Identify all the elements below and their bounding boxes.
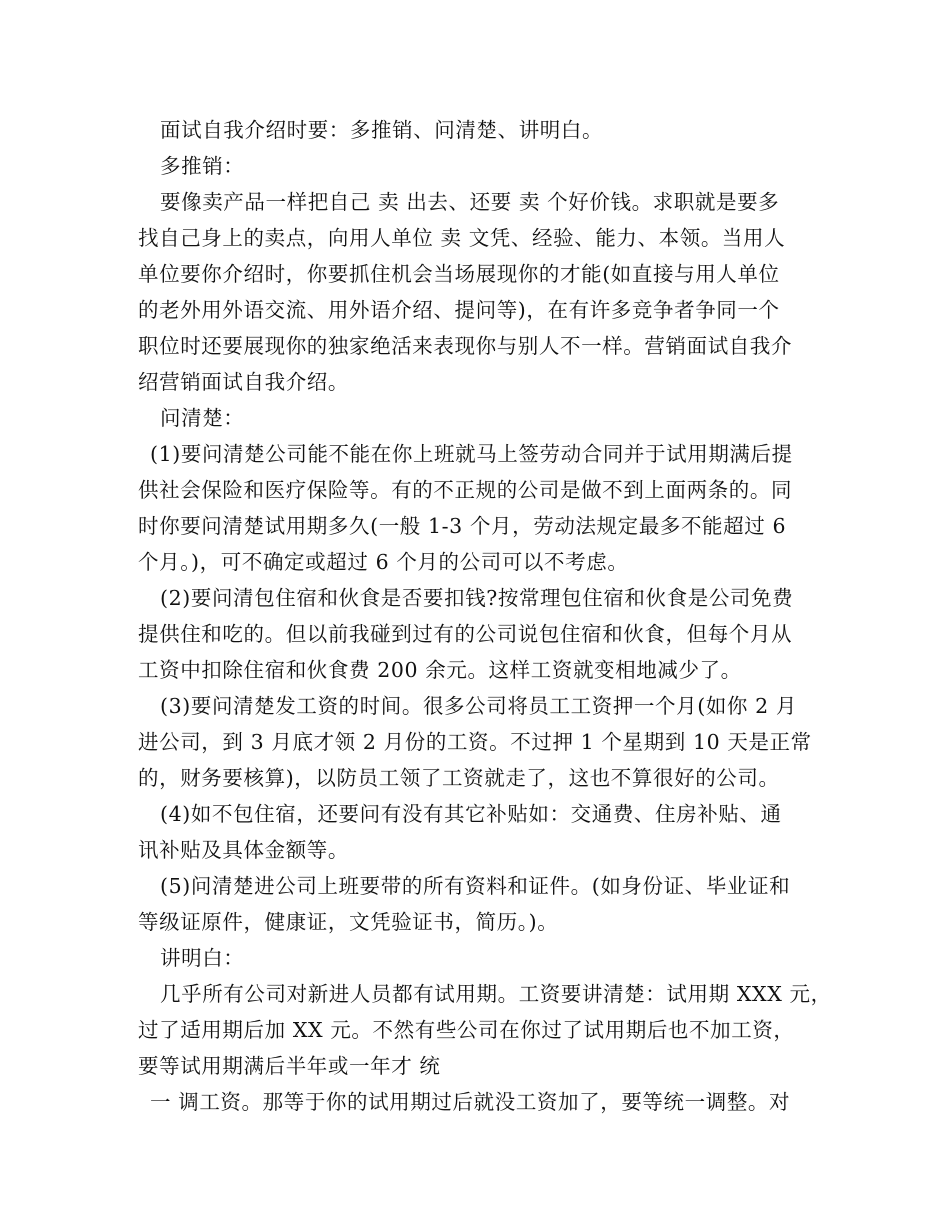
list-item-line: 等级证原件，健康证，文凭验证书，简历。)。 <box>138 910 559 934</box>
list-item-line: 提供住和吃的。但以前我碰到过有的公司说包住宿和伙食，但每个月从 <box>138 622 793 646</box>
list-item-line: (2)要问清包住宿和伙食是否要扣钱?按常理包住宿和伙食是公司免费 <box>160 586 794 610</box>
list-item-line: (1)要问清楚公司能不能在你上班就马上签劳动合同并于试用期满后提 <box>150 442 793 466</box>
paragraph-line: 几乎所有公司对新进人员都有试用期。工资要讲清楚：试用期 XXX 元， <box>160 982 832 1006</box>
list-item-line: 供社会保险和医疗保险等。有的不正规的公司是做不到上面两条的。同 <box>138 478 793 502</box>
section-heading-promote: 多推销： <box>160 154 245 178</box>
paragraph-line: 要像卖产品一样把自己 卖 出去、还要 卖 个好价钱。求职就是要多 <box>160 190 780 214</box>
list-item-line: 的，财务要核算)，以防员工领了工资就走了，这也不算很好的公司。 <box>138 766 780 790</box>
list-item-line: 个月。)，可不确定或超过 6 个月的公司可以不考虑。 <box>138 550 629 574</box>
list-item-line: (4)如不包住宿，还要问有没有其它补贴如：交通费、住房补贴、通 <box>160 802 782 826</box>
paragraph-line: 要等试用期满后半年或一年才 统 <box>138 1054 441 1078</box>
list-item-line: 进公司，到 3 月底才领 2 月份的工资。不过押 1 个星期到 10 天是正常 <box>138 730 812 754</box>
list-item-line: (5)问清楚进公司上班要带的所有资料和证件。(如身份证、毕业证和 <box>160 874 791 898</box>
paragraph-line: 单位要你介绍时，你要抓住机会当场展现你的才能(如直接与用人单位 <box>138 262 780 286</box>
list-item-line: 讯补贴及具体金额等。 <box>138 838 349 862</box>
paragraph-line: 过了适用期后加 XX 元。不然有些公司在你过了试用期后也不加工资， <box>138 1018 795 1042</box>
paragraph-line: 的老外用外语交流、用外语介绍、提问等)，在有许多竞争者争同一个 <box>138 298 780 322</box>
list-item-line: (3)要问清楚发工资的时间。很多公司将员工工资押一个月(如你 2 月 <box>160 694 798 718</box>
list-item-line: 时你要问清楚试用期多久(一般 1-3 个月，劳动法规定最多不能超过 6 <box>138 514 787 538</box>
section-heading-explain: 讲明白： <box>160 946 245 970</box>
paragraph-line: 绍营销面试自我介绍。 <box>138 370 349 394</box>
intro-line: 面试自我介绍时要：多推销、问清楚、讲明白。 <box>160 118 604 142</box>
paragraph-line: 职位时还要展现你的独家绝活来表现你与别人不一样。营销面试自我介 <box>138 334 793 358</box>
section-heading-ask: 问清楚： <box>160 406 245 430</box>
paragraph-line: 找自己身上的卖点，向用人单位 卖 文凭、经验、能力、本领。当用人 <box>138 226 786 250</box>
list-item-line: 工资中扣除住宿和伙食费 200 余元。这样工资就变相地减少了。 <box>138 658 742 682</box>
paragraph-line: 一 调工资。那等于你的试用期过后就没工资加了，要等统一调整。对 <box>150 1090 791 1114</box>
